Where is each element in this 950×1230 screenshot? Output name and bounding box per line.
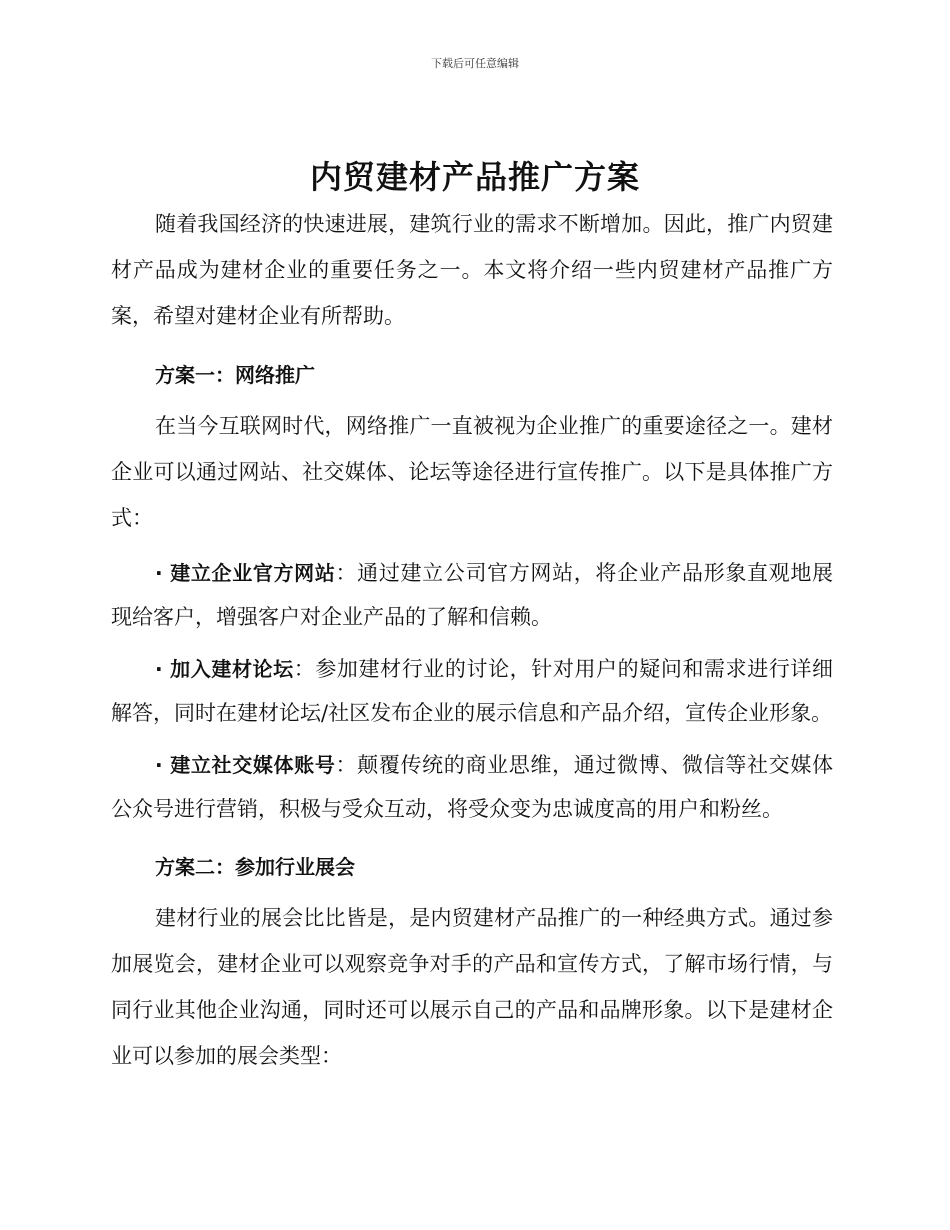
list-item — [111, 743, 833, 831]
bullet-term: · 建立企业官方网站 — [155, 561, 336, 585]
section-body-exhibition: 建材行业的展会比比皆是，是内贸建材产品推广的一种经典方式。通过参加展览会，建材企业可以观察竞争对手的产品和宣传方式，了解市场行情，与同行业其他企业沟通，同时还可以展示自己的产品和品牌形象。以下是建材企业可以参加的展会类型： — [111, 906, 833, 1068]
bullet-text: ：颠覆传统的商业思维，通过微博、微信等社交媒体公众号进行营销，积极与受众互动，将受众变为忠诚度高的用户和粉丝。 — [111, 753, 834, 821]
bullet-term: · 加入建材论坛 — [155, 657, 294, 681]
section-body-network: 在当今互联网时代，网络推广一直被视为企业推广的重要途径之一。建材企业可以通过网站、社交媒体、论坛等途径进行宣传推广。以下是具体推广方式： — [111, 414, 833, 530]
document-body — [111, 201, 833, 1079]
bullet-text: ：参加建材行业的讨论，针对用户的疑问和需求进行详细解答，同时在建材论坛/社区发布企业的展示信息和产品介绍，宣传企业形象。 — [111, 657, 834, 725]
list-item — [111, 647, 833, 735]
header-note: 下载后可任意编辑 — [431, 57, 519, 70]
intro-paragraph: 随着我国经济的快速进展，建筑行业的需求不断增加。因此，推广内贸建材产品成为建材企业的重要任务之一。本文将介绍一些内贸建材产品推广方案，希望对建材企业有所帮助。 — [111, 212, 833, 328]
list-item — [111, 551, 833, 639]
section-heading-network: 方案一：网络推广 — [155, 363, 315, 387]
document-title: 内贸建材产品推广方案 — [309, 158, 640, 196]
bullet-term: · 建立社交媒体账号 — [155, 753, 336, 777]
section-heading-exhibition: 方案二：参加行业展会 — [155, 855, 355, 879]
bullet-text: ：通过建立公司官方网站，将企业产品形象直观地展现给客户，增强客户对企业产品的了解和信赖。 — [111, 561, 834, 629]
